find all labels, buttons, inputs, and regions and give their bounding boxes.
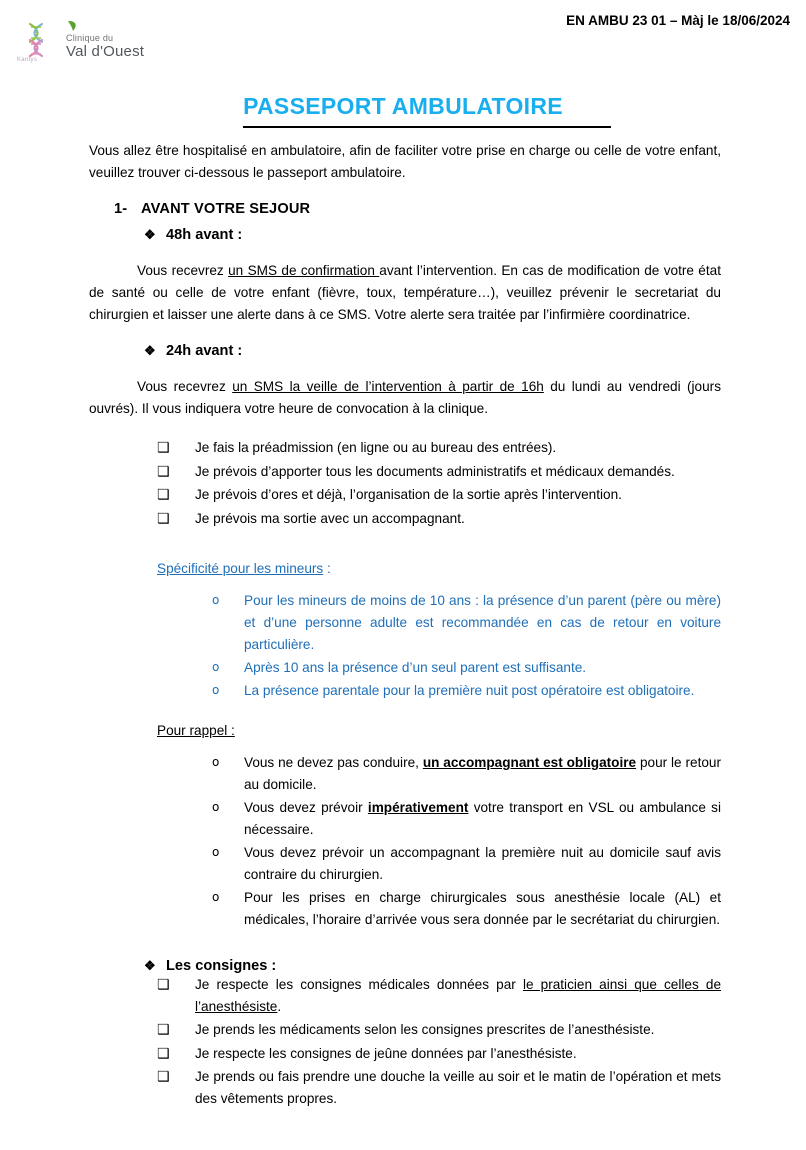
- minors-label-underlined: Spécificité pour les mineurs: [157, 560, 324, 576]
- circle-bullet-icon: o: [212, 754, 220, 769]
- reminder-item-label: [244, 797, 721, 841]
- section-1-title: AVANT VOTRE SEJOUR: [141, 201, 311, 218]
- checklist-consignes: [157, 974, 721, 1110]
- section-1-heading: [114, 201, 721, 217]
- list-item[interactable]: [157, 508, 721, 531]
- consigne-item-label: [195, 974, 721, 1018]
- logo-wordmark: [66, 20, 144, 59]
- subheading-consignes: [144, 958, 721, 974]
- checklist-24h: [157, 437, 721, 531]
- p24-part1: Vous recevrez: [137, 379, 233, 395]
- circle-bullet-icon: o: [212, 659, 220, 674]
- minors-label: [157, 558, 721, 580]
- reminder-label: [157, 720, 721, 742]
- subheading-48h: [144, 227, 721, 243]
- intro-paragraph: Vous allez être hospitalisé en ambulatoire, afin de faciliter votre prise en charge ou celle de votre enfant, veuillez trouver ci-dessous le passeport ambulatoire.: [89, 143, 721, 181]
- circle-bullet-icon: o: [212, 844, 220, 859]
- reminder-item-post: votre transport en VSL ou ambulance si nécessaire.: [244, 799, 722, 837]
- list-item: [212, 797, 721, 841]
- reminder-item-emph: impérativement: [367, 799, 469, 815]
- logo-line2: Val d'Ouest: [66, 42, 145, 60]
- list-item: [212, 842, 721, 886]
- subheading-48h-label: 48h avant :: [166, 227, 243, 244]
- clinic-logo: [16, 18, 144, 62]
- checkbox-icon[interactable]: ❑: [157, 463, 170, 480]
- checkbox-icon[interactable]: ❑: [157, 487, 170, 504]
- minors-item-label: Après 10 ans la présence d’un seul parent est suffisante.: [244, 659, 587, 675]
- paragraph-48h: [89, 260, 721, 326]
- checklist-item-label: Je prévois ma sortie avec un accompagnant.: [195, 511, 465, 527]
- title-divider: [243, 126, 611, 128]
- list-item[interactable]: [157, 1019, 721, 1042]
- list-item[interactable]: [157, 1066, 721, 1110]
- list-item[interactable]: [157, 461, 721, 484]
- circle-bullet-icon: o: [212, 592, 220, 607]
- checkbox-icon[interactable]: ❑: [157, 511, 170, 528]
- document-header: [0, 0, 806, 72]
- reminder-list: [212, 752, 721, 931]
- list-item: [212, 680, 721, 702]
- minors-list: [212, 590, 721, 702]
- subheading-24h-label: 24h avant :: [166, 343, 243, 360]
- document-reference: EN AMBU 23 01 – Màj le 18/06/2024: [566, 13, 790, 28]
- p48-part1: Vous recevrez: [137, 263, 229, 279]
- diamond-bullet-icon: ❖: [144, 958, 156, 974]
- reminder-item-label: Pour les prises en charge chirurgicales sous anesthésie locale (AL) et médicales, l’horaire d’arrivée vous sera donnée par le secrétariat du chirurgien.: [244, 890, 721, 928]
- logo-line1: Clinique du: [66, 33, 114, 44]
- minors-label-suffix: :: [323, 560, 331, 576]
- p24-underlined: un SMS la veille de l’intervention à partir de 16h: [232, 379, 544, 395]
- checkbox-icon[interactable]: ❑: [157, 440, 170, 457]
- reminder-item-label: [244, 752, 721, 796]
- checkbox-icon[interactable]: ❑: [157, 1069, 170, 1086]
- page-title: PASSEPORT AMBULATOIRE: [243, 93, 563, 119]
- leaf-icon: [66, 20, 80, 33]
- consigne-item-pre: Je respecte les consignes médicales données par: [195, 977, 523, 993]
- list-item: [212, 657, 721, 679]
- list-item[interactable]: [157, 974, 721, 1018]
- checklist-item-label: Je fais la préadmission (en ligne ou au bureau des entrées).: [195, 440, 557, 456]
- subheading-24h: [144, 343, 721, 359]
- consigne-item-label: Je prends les médicaments selon les consignes prescrites de l’anesthésiste.: [195, 1022, 655, 1038]
- reminder-item-post: pour le retour au domicile.: [244, 754, 721, 792]
- consigne-item-label: Je respecte les consignes de jeûne données par l’anesthésiste.: [195, 1045, 577, 1061]
- list-item: [212, 752, 721, 796]
- section-1-number: 1-: [114, 201, 128, 218]
- reminder-item-pre: Vous ne devez pas conduire,: [244, 754, 423, 770]
- p24-part2: du lundi au vendredi (jours ouvrés). Il vous indiquera votre heure de convocation à la clinique.: [89, 379, 721, 417]
- checkbox-icon[interactable]: ❑: [157, 1045, 170, 1062]
- checkbox-icon[interactable]: ❑: [157, 1022, 170, 1039]
- p48-underlined: un SMS de confirmation: [228, 263, 380, 279]
- dna-helix-logo-icon: [16, 18, 60, 62]
- checkbox-icon[interactable]: ❑: [157, 977, 170, 994]
- diamond-bullet-icon: ❖: [144, 227, 156, 243]
- reminder-item-emph: un accompagnant est obligatoire: [422, 754, 637, 770]
- list-item: [212, 887, 721, 931]
- checklist-item-label: Je prévois d’apporter tous les documents administratifs et médicaux demandés.: [195, 463, 675, 479]
- reminder-item-label: Vous devez prévoir un accompagnant la première nuit au domicile sauf avis contraire du chirurgien.: [244, 844, 721, 882]
- document-body: [89, 140, 721, 1111]
- consigne-item-label: Je prends ou fais prendre une douche la veille au soir et le matin de l’opération et mets des vêtements propres.: [195, 1069, 721, 1107]
- paragraph-24h: [89, 376, 721, 420]
- circle-bullet-icon: o: [212, 890, 220, 904]
- reminder-label-underlined: Pour rappel :: [157, 722, 235, 738]
- circle-bullet-icon: o: [212, 682, 220, 697]
- page-title-wrap: [0, 93, 806, 120]
- p48-part2: avant l’intervention. En cas de modification de votre état de santé ou celle de votre enfant (fièvre, toux, température…), veuillez prévenir le secretariat du chirurgien et laisser une alerte dans à ce SMS. Votre alerte sera traitée par l’infirmière coordinatrice.: [89, 263, 721, 323]
- subheading-consignes-label: Les consignes :: [166, 958, 277, 975]
- list-item[interactable]: [157, 1043, 721, 1066]
- consigne-item-post: .: [277, 999, 282, 1015]
- list-item[interactable]: [157, 437, 721, 460]
- checklist-item-label: Je prévois d’ores et déjà, l’organisation de la sortie après l’intervention.: [195, 487, 622, 503]
- list-item[interactable]: [157, 484, 721, 507]
- logo-subtext: Kantys: [17, 57, 38, 63]
- minors-item-label: La présence parentale pour la première nuit post opératoire est obligatoire.: [244, 682, 695, 698]
- minors-item-label: Pour les mineurs de moins de 10 ans : la présence d’un parent (père ou mère) et d’une personne adulte est recommandée en cas de retour en voiture particulière.: [244, 592, 721, 652]
- circle-bullet-icon: o: [212, 799, 220, 814]
- diamond-bullet-icon: ❖: [144, 343, 156, 359]
- reminder-item-pre: Vous devez prévoir: [244, 799, 368, 815]
- consigne-item-emph: le praticien ainsi que celles de l’anesthésiste: [195, 977, 722, 1015]
- list-item: [212, 590, 721, 656]
